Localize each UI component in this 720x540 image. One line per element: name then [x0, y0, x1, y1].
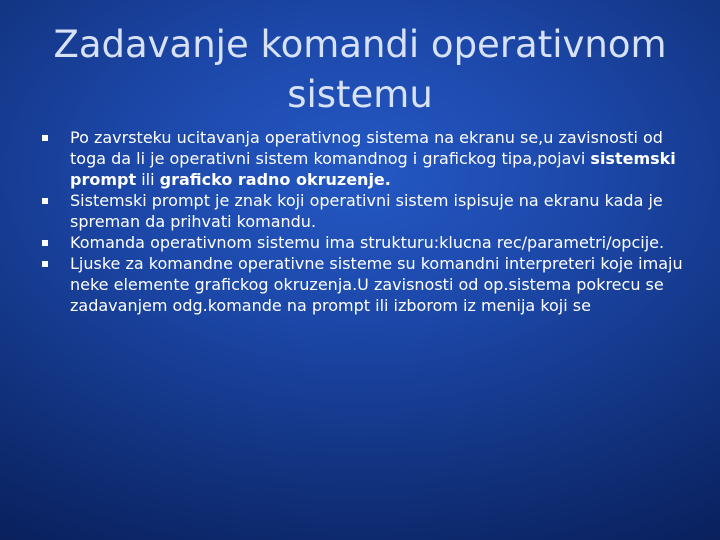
bullet-bold-text: graficko radno okruzenje.: [159, 170, 391, 189]
bullet-list: [40, 127, 690, 316]
slide-title-line-2: sistemu: [287, 73, 433, 116]
bullet-item: [40, 190, 690, 232]
slide-title-line-1: Zadavanje komandi operativnom: [53, 23, 667, 66]
bullet-text: Sistemski prompt je znak koji operativni sistem ispisuje na ekranu kada je spreman da prihvati komandu.: [70, 191, 663, 231]
bullet-text: Po zavrsteku ucitavanja operativnog sistema na ekranu se,u zavisnosti od toga da li je operativni sistem komandnog i grafickog tipa,pojavi: [70, 128, 663, 168]
bullet-item: [40, 127, 690, 190]
slide-title: [40, 20, 680, 120]
bullet-text: Ljuske za komandne operativne sisteme su komandni interpreteri koje imaju neke elemente grafickog okruzenja.U zavisnosti od op.sistema pokrecu se zadavanjem odg.komande na prompt ili izborom iz menija koji se: [70, 254, 683, 315]
bullet-bold-text: sistemski prompt: [70, 149, 676, 189]
square-bullet-icon: [42, 135, 48, 141]
bullet-item: [40, 253, 690, 316]
square-bullet-icon: [42, 261, 48, 267]
square-bullet-icon: [42, 198, 48, 204]
bullet-item: [40, 232, 690, 253]
square-bullet-icon: [42, 240, 48, 246]
bullet-text: Komanda operativnom sistemu ima strukturu:klucna rec/parametri/opcije.: [70, 233, 665, 252]
bullet-text: ili: [136, 170, 160, 189]
